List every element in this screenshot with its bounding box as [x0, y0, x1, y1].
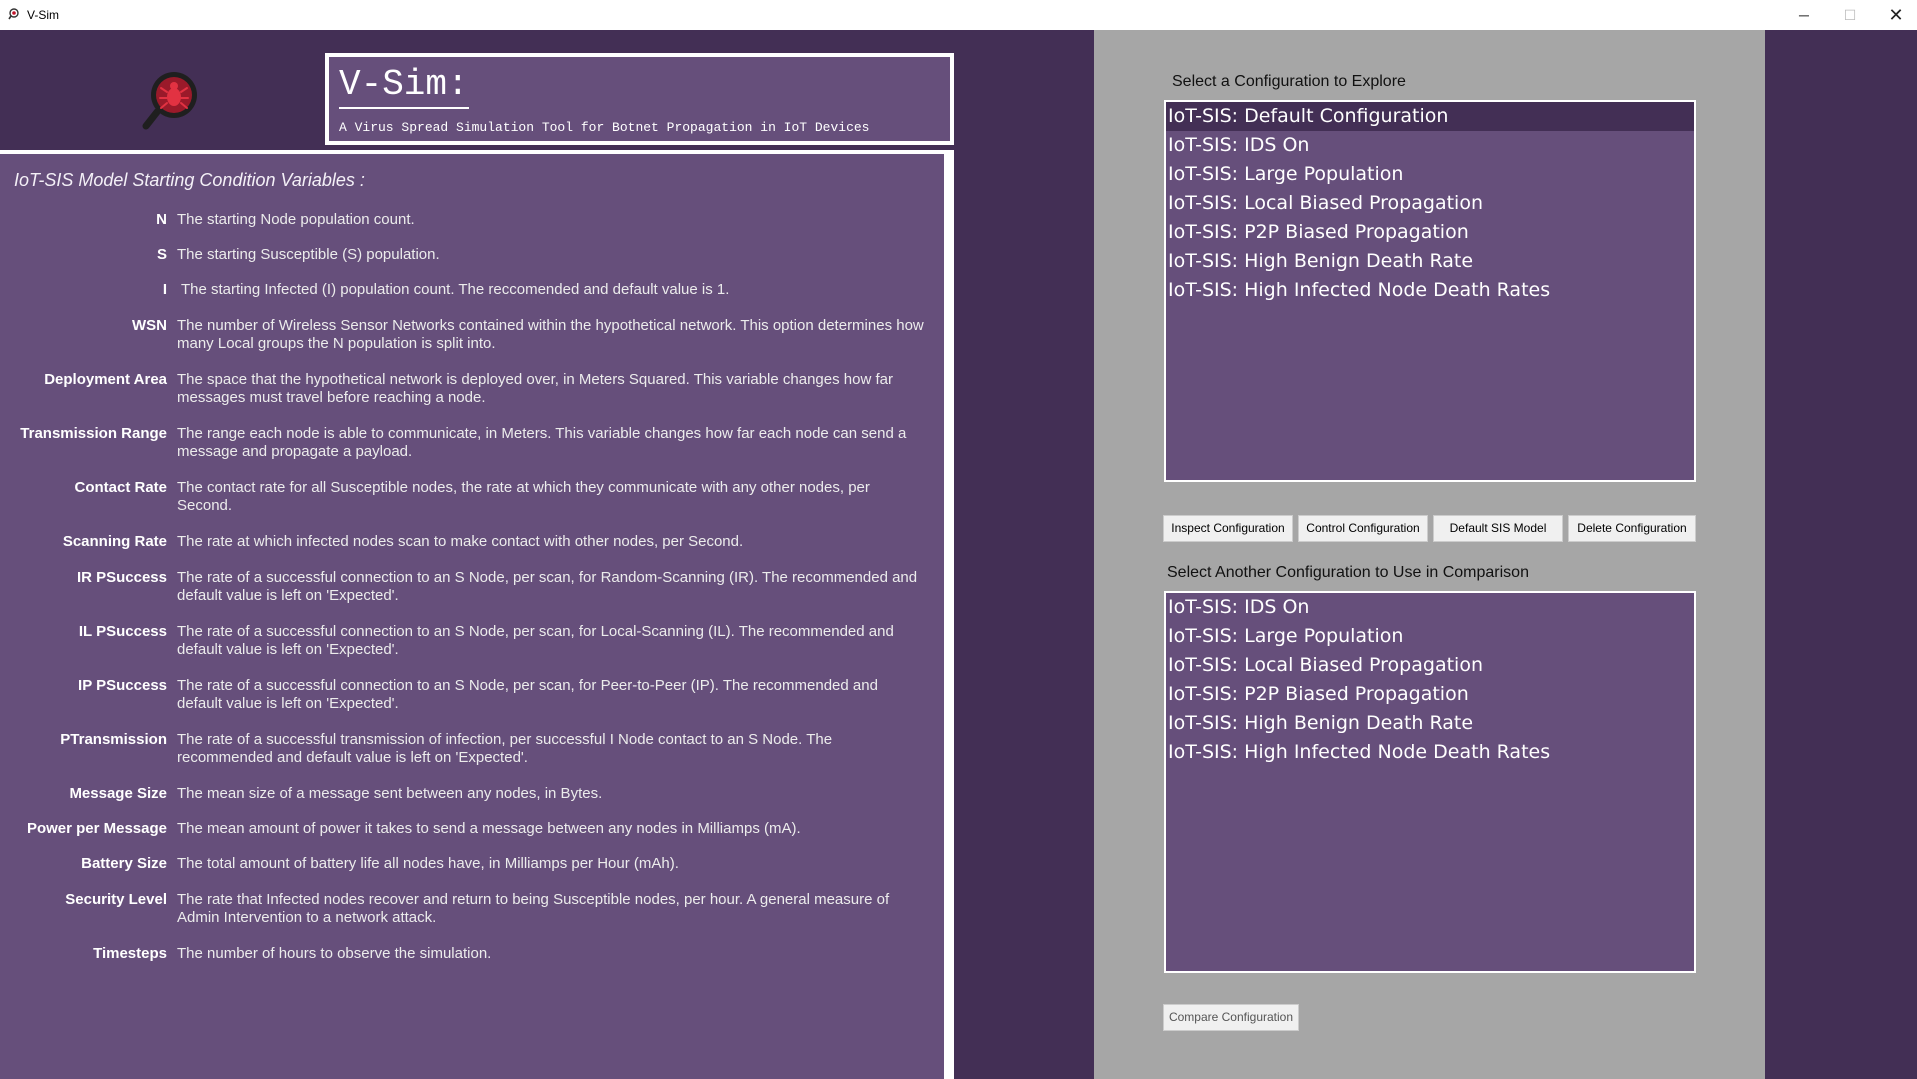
variable-name: I — [162, 281, 167, 298]
variable-description: The rate of a successful connection to an S Node, per scan, for Random-Scanning (IR). The recommended and default value is left on 'Expected'. — [177, 569, 918, 604]
variable-description: The starting Node population count. — [177, 211, 415, 228]
app-name: V-Sim: — [339, 65, 469, 109]
variable-description: The rate of a successful connection to an S Node, per scan, for Peer-to-Peer (IP). The recommended and default value is left on 'Expected'. — [177, 677, 878, 712]
app-logo-icon — [8, 8, 20, 20]
variable-description: The rate at which infected nodes scan to make contact with other nodes, per Second. — [177, 533, 744, 550]
variable-name: IR PSuccess — [76, 569, 167, 586]
compare-list-item[interactable]: IoT-SIS: Large Population — [1168, 625, 1404, 647]
config-list-item[interactable]: IoT-SIS: High Infected Node Death Rates — [1168, 279, 1551, 301]
variable-description: The mean amount of power it takes to send a message between any nodes in Milliamps (mA). — [177, 820, 801, 837]
compare-list-item[interactable]: IoT-SIS: Local Biased Propagation — [1168, 654, 1483, 676]
close-icon: ✕ — [1888, 4, 1904, 25]
variable-description: The starting Infected (I) population count. The reccomended and default value is 1. — [181, 281, 730, 298]
variable-description: The mean size of a message sent between any nodes, in Bytes. — [177, 785, 603, 802]
window-title: V-Sim — [27, 8, 60, 22]
variable-name: PTransmission — [60, 731, 167, 748]
variable-description: The contact rate for all Susceptible nodes, the rate at which they communicate with any other nodes, per Second. — [177, 479, 870, 514]
minimize-icon: ─ — [1799, 7, 1809, 23]
compare-list-item[interactable]: IoT-SIS: P2P Biased Propagation — [1168, 683, 1469, 705]
config-list-item[interactable]: IoT-SIS: High Benign Death Rate — [1168, 250, 1474, 272]
variable-description: The space that the hypothetical network is deployed over, in Meters Squared. This variable changes how far messages must travel before reaching a node. — [177, 371, 893, 406]
compare-list-item[interactable]: IoT-SIS: High Benign Death Rate — [1168, 712, 1474, 734]
close-button[interactable] — [1873, 0, 1917, 30]
variable-description: The rate of a successful transmission of infection, per successful I Node contact to an S Node. The recommended and default value is left on 'Expected'. — [177, 731, 833, 766]
app-title-box — [325, 53, 954, 145]
variable-description: The rate of a successful connection to an S Node, per scan, for Local-Scanning (IL). The recommended and default value is left on 'Expected'. — [177, 623, 894, 658]
variables-panel — [0, 150, 954, 1079]
variable-description: The number of hours to observe the simulation. — [177, 945, 492, 962]
variable-name: Timesteps — [93, 945, 167, 962]
magnifier-bug-icon — [140, 64, 210, 134]
compare-configuration-button[interactable]: Compare Configuration — [1163, 1004, 1299, 1031]
variable-name: Contact Rate — [74, 479, 167, 496]
config-list-item[interactable]: IoT-SIS: Large Population — [1168, 163, 1404, 185]
default-sis-model-button[interactable]: Default SIS Model — [1433, 515, 1563, 542]
variable-name: Deployment Area — [44, 371, 167, 388]
maximize-button[interactable] — [1827, 0, 1873, 30]
maximize-icon: ☐ — [1843, 6, 1857, 23]
variable-name: Power per Message — [26, 820, 167, 837]
variable-name: Message Size — [69, 785, 167, 802]
variables-heading: IoT-SIS Model Starting Condition Variables : — [14, 170, 365, 190]
variable-name: IP PSuccess — [78, 677, 167, 694]
config-list-item[interactable]: IoT-SIS: IDS On — [1168, 134, 1310, 156]
window-titlebar — [0, 0, 1917, 30]
variable-description: The range each node is able to communicate, in Meters. This variable changes how far each node can send a message and propagate a payload. — [177, 425, 907, 460]
app-subtitle: A Virus Spread Simulation Tool for Botnet Propagation in IoT Devices — [339, 120, 870, 135]
control-configuration-button[interactable]: Control Configuration — [1298, 515, 1428, 542]
variable-description: The starting Susceptible (S) population. — [177, 246, 440, 263]
delete-configuration-button[interactable]: Delete Configuration — [1568, 515, 1696, 542]
compare-list-item[interactable]: IoT-SIS: IDS On — [1168, 596, 1310, 618]
logo-cell — [0, 30, 322, 146]
app-body — [0, 30, 1917, 1079]
compare-config-list[interactable] — [1164, 591, 1696, 973]
inspect-configuration-button[interactable]: Inspect Configuration — [1163, 515, 1293, 542]
variable-name: Battery Size — [81, 855, 167, 872]
variable-name: Security Level — [65, 891, 167, 908]
variable-name: Scanning Rate — [62, 533, 167, 550]
right-background-strip — [1765, 30, 1917, 1079]
compare-label: Select Another Configuration to Use in Comparison — [1167, 564, 1529, 581]
compare-list-item[interactable]: IoT-SIS: High Infected Node Death Rates — [1168, 741, 1551, 763]
variable-description: The rate that Infected nodes recover and return to being Susceptible nodes, per hour. A general measure of Admin Intervention to a network attack. — [177, 891, 890, 926]
config-list-item[interactable]: IoT-SIS: Default Configuration — [1166, 102, 1694, 131]
explore-config-list[interactable] — [1164, 100, 1696, 482]
minimize-button[interactable] — [1781, 0, 1827, 30]
variable-description: The number of Wireless Sensor Networks contained within the hypothetical network. This option determines how many Local groups the N population is split into. — [177, 317, 924, 352]
config-list-item[interactable]: IoT-SIS: P2P Biased Propagation — [1168, 221, 1469, 243]
variable-name: Transmission Range — [20, 425, 167, 442]
config-list-item[interactable]: IoT-SIS: Local Biased Propagation — [1168, 192, 1483, 214]
variable-name: IL PSuccess — [78, 623, 167, 640]
explore-label: Select a Configuration to Explore — [1172, 73, 1406, 90]
variable-description: The total amount of battery life all nodes have, in Milliamps per Hour (mAh). — [177, 855, 679, 872]
variable-name: WSN — [132, 317, 167, 334]
variable-name: N — [156, 211, 167, 228]
variable-name: S — [156, 246, 167, 263]
